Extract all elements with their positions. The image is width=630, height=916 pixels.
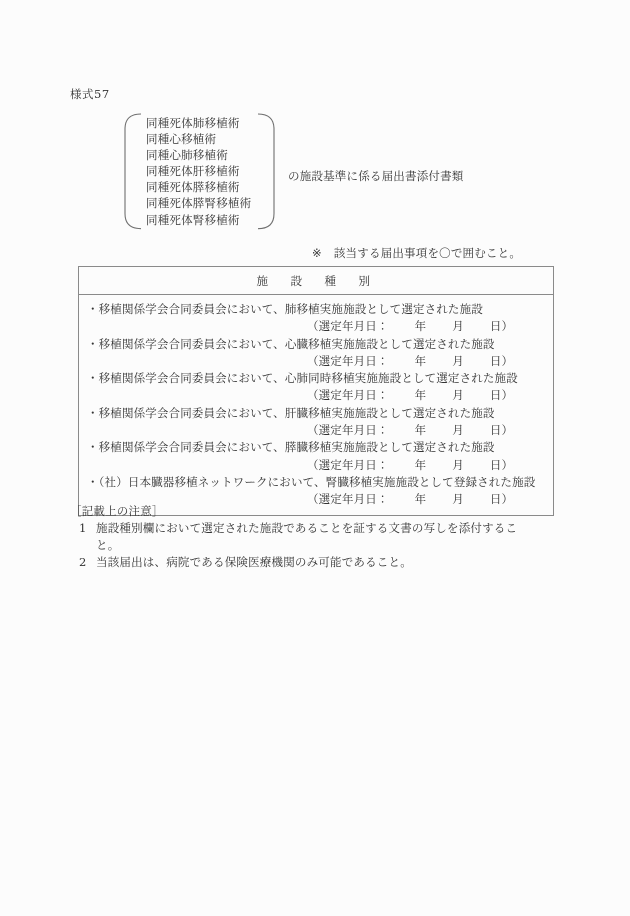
date-month-unit: 月 [452, 492, 464, 507]
selection-date-line[interactable] [87, 422, 545, 439]
instruction-note [312, 245, 521, 261]
date-day-unit: 日） [489, 319, 514, 334]
procedure-item: 同種死体膵移植術 [146, 180, 240, 195]
facility-option-label: ・移植関係学会合同委員会において、心臓移植実施施設として選定された施設 [87, 336, 495, 351]
procedure-item: 同種死体肺移植術 [146, 116, 240, 130]
date-day-unit: 日） [489, 388, 514, 403]
selection-date-line[interactable] [87, 353, 545, 370]
date-label: （選定年月日： [307, 457, 389, 472]
instruction-note-text: 該当する届出事項を〇で囲むこと。 [333, 246, 522, 260]
date-label: （選定年月日： [307, 319, 389, 334]
reference-mark-icon: ※ [312, 246, 322, 260]
date-month-unit: 月 [452, 423, 464, 438]
facility-type-table [78, 266, 554, 516]
note-item [70, 520, 570, 554]
facility-option-label: ・移植関係学会合同委員会において、肝臓移植実施施設として選定された施設 [87, 405, 495, 420]
table-row[interactable] [79, 301, 553, 336]
left-bracket-icon [120, 113, 142, 230]
date-year-unit: 年 [414, 457, 427, 472]
procedure-list-block [120, 113, 279, 230]
date-year-unit: 年 [414, 492, 427, 507]
facility-option-label: ・（社）日本臓器移植ネットワークにおいて、腎臓移植実施施設として登録された施設 [87, 474, 536, 489]
procedure-item: 同種心移植術 [146, 132, 217, 147]
date-label: （選定年月日： [307, 492, 389, 507]
subject-tail-text: の施設基準に係る届出書添付書類 [288, 169, 464, 183]
procedure-item: 同種心肺移植術 [146, 148, 228, 163]
note-number: 2 [79, 555, 87, 569]
note-number: 1 [79, 521, 87, 535]
notes-section [70, 503, 570, 571]
facility-option-label: ・移植関係学会合同委員会において、肺移植実施施設として選定された施設 [87, 302, 483, 316]
table-row[interactable] [79, 405, 553, 440]
table-row[interactable] [79, 370, 553, 405]
right-bracket-icon [257, 113, 279, 230]
facility-option-label: ・移植関係学会合同委員会において、心肺同時移植実施施設として選定された施設 [87, 371, 518, 386]
date-month-unit: 月 [452, 353, 464, 368]
notes-title: ［記載上の注意］ [70, 504, 164, 518]
facility-option-label: ・移植関係学会合同委員会において、膵臓移植実施施設として選定された施設 [87, 440, 495, 455]
date-month-unit: 月 [452, 319, 464, 334]
date-label: （選定年月日： [307, 353, 389, 368]
procedure-item: 同種死体肝移植術 [146, 164, 240, 179]
form-number: 様式57 [70, 87, 110, 101]
note-item [70, 554, 570, 571]
date-label: （選定年月日： [307, 423, 389, 438]
note-text: 施設種別欄において選定された施設であることを証する文書の写しを添付すること。 [96, 521, 518, 552]
selection-date-line[interactable] [87, 457, 545, 474]
selection-date-line[interactable] [87, 387, 545, 404]
date-day-unit: 日） [489, 353, 514, 368]
date-day-unit: 日） [489, 457, 514, 472]
date-label: （選定年月日： [307, 388, 389, 403]
date-day-unit: 日） [489, 423, 514, 438]
date-year-unit: 年 [414, 353, 427, 368]
selection-date-line[interactable] [87, 318, 545, 335]
table-header-cell [79, 267, 553, 295]
date-month-unit: 月 [452, 388, 464, 403]
date-year-unit: 年 [414, 423, 427, 438]
date-day-unit: 日） [489, 492, 514, 507]
date-year-unit: 年 [414, 319, 427, 334]
procedure-item: 同種死体膵腎移植術 [146, 196, 252, 211]
table-body [79, 295, 553, 515]
note-text: 当該届出は、病院である保険医療機関のみ可能であること。 [96, 555, 412, 569]
procedure-items [142, 113, 257, 230]
procedure-item: 同種死体腎移植術 [146, 212, 240, 227]
table-row[interactable] [79, 336, 553, 371]
date-month-unit: 月 [452, 457, 464, 472]
table-row[interactable] [79, 439, 553, 474]
date-year-unit: 年 [414, 388, 427, 403]
table-header-label: 施 設 種 別 [256, 274, 376, 288]
